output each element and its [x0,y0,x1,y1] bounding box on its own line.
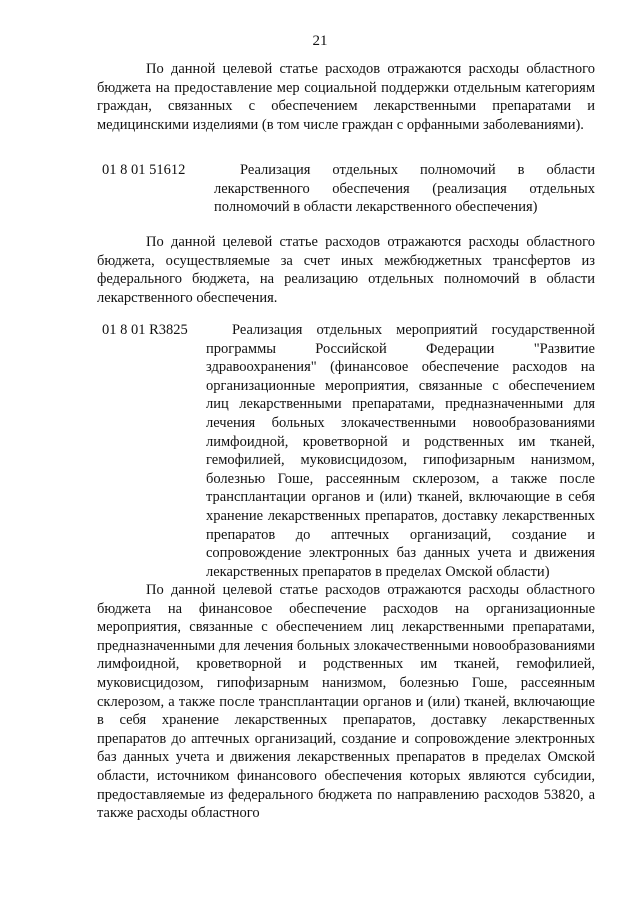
budget-description: Реализация отдельных мероприятий государственной программы Российской Федерации "Развитие здравоохранения" (финансовое обеспечение расходов на организационные мероприятия, связанные с обеспечением лиц лекарственными препаратами, предназначенными для лечения больных злокачественными новообразованиями лимфоидной, кроветворной и родственных им тканей, гемофилией, муковисцидозом, гипофизарным нанизмом, болезнью Гоше, рассеянным склерозом, а также после трансплантации органов и (или) тканей, включающие в себя хранение лекарственных препаратов, доставку лекарственных препаратов до аптечных организаций, создание и сопровождение электронных баз данных учета и движения лекарственных препаратов в пределах Омской области) [206,322,595,580]
budget-description: Реализация отдельных полномочий в области лекарственного обеспечения (реализация отдельных полномочий в области лекарственного обеспечения) [214,162,595,216]
paragraph-organizational-measures: По данной целевой статье расходов отражаются расходы областного бюджета на финансовое обеспечение расходов на организационные мероприятия, связанные с обеспечением лиц лекарственными препаратами, предназначенными для лечения больных злокачественными новообразованиями лимфоидной, кроветворной и родственных им тканей, гемофилией, муковисцидозом, гипофизарным нанизмом, болезнью Гоше, рассеянным склерозом, а также после трансплантации органов и (или) тканей, включающие в себя хранение лекарственных препаратов, доставку лекарственных препаратов до аптечных организаций, создание и сопровождение электронных баз данных учета и движения лекарственных препаратов в пределах Омской области, источником финансового обеспечения которых являются субсидии, предоставляемые из федерального бюджета по направлению расходов 53820, а также расходы областного [97,582,595,822]
budget-code: 01 8 01 R3825 [102,322,188,338]
budget-code: 01 8 01 51612 [102,162,186,178]
paragraph-federal-transfers: По данной целевой статье расходов отражаются расходы областного бюджета, осуществляемые за счет иных межбюджетных трансфертов из федерального бюджета, на реализацию отдельных полномочий в области лекарственного обеспечения. [97,234,595,306]
page-number: 21 [312,33,328,49]
paragraph-social-support: По данной целевой статье расходов отражаются расходы областного бюджета на предоставление мер социальной поддержки отдельным категориям граждан, связанных с обеспечением лекарственными препаратами и медицинскими изделиями (в том числе граждан с орфанными заболеваниями). [97,61,595,133]
